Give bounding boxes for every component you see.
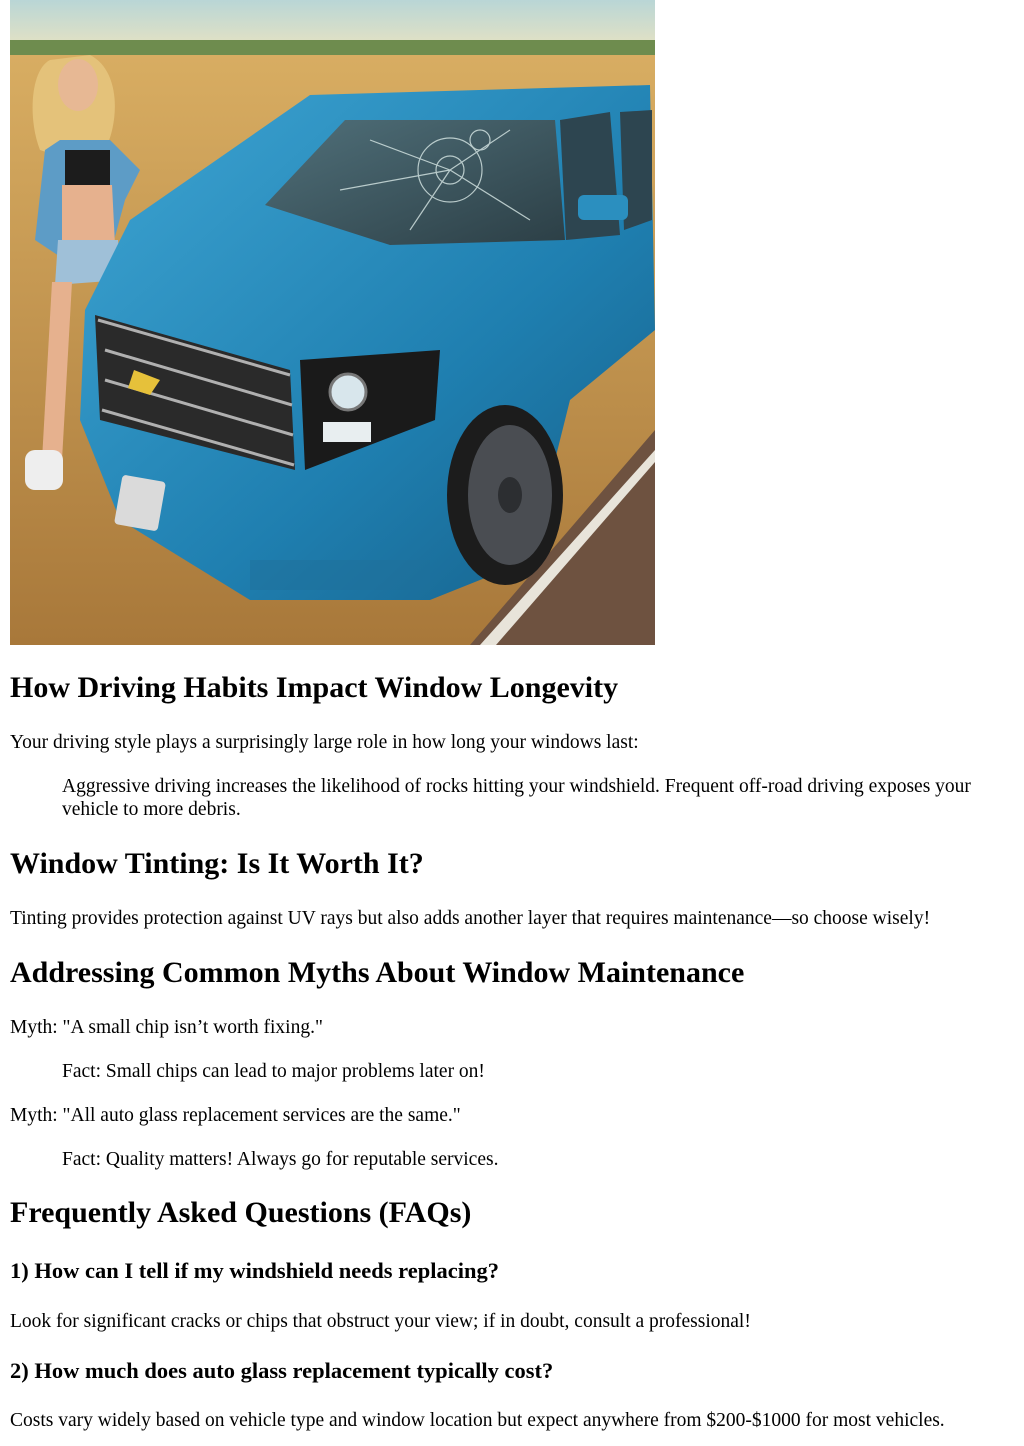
- driving-habits-quote: Aggressive driving increases the likelihood of rocks hitting your windshield. Frequent off-road driving exposes your vehicle to more debris.: [62, 776, 971, 820]
- fact-item-2: Fact: Quality matters! Always go for reputable services.: [62, 1149, 499, 1170]
- tinting-body: Tinting provides protection against UV rays but also adds another layer that requires maintenance—so choose wisely!: [10, 908, 931, 929]
- article: [10, 0, 1014, 1431]
- myth-item-2: Myth: "All auto glass replacement services are the same.": [10, 1105, 461, 1126]
- myth-item-1: Myth: "A small chip isn’t worth fixing.": [10, 1017, 323, 1038]
- car-photo-illustration: [10, 0, 655, 645]
- faq-question-1: 1) How can I tell if my windshield needs replacing?: [10, 1258, 499, 1283]
- section-heading-driving-habits: How Driving Habits Impact Window Longevity: [10, 671, 619, 704]
- driving-habits-intro: Your driving style plays a surprisingly large role in how long your windows last:: [10, 732, 639, 753]
- faq-answer-1: Look for significant cracks or chips that obstruct your view; if in doubt, consult a professional!: [10, 1311, 751, 1332]
- section-heading-tinting: Window Tinting: Is It Worth It?: [10, 847, 424, 880]
- fact-item-1: Fact: Small chips can lead to major problems later on!: [62, 1061, 485, 1082]
- faq-question-2: 2) How much does auto glass replacement typically cost?: [10, 1358, 554, 1383]
- section-heading-myths: Addressing Common Myths About Window Maintenance: [10, 956, 745, 989]
- car-photo: [10, 0, 655, 645]
- section-heading-faqs: Frequently Asked Questions (FAQs): [10, 1196, 472, 1229]
- faq-answer-2: Costs vary widely based on vehicle type and window location but expect anywhere from $200-$1000 for most vehicles.: [10, 1410, 945, 1431]
